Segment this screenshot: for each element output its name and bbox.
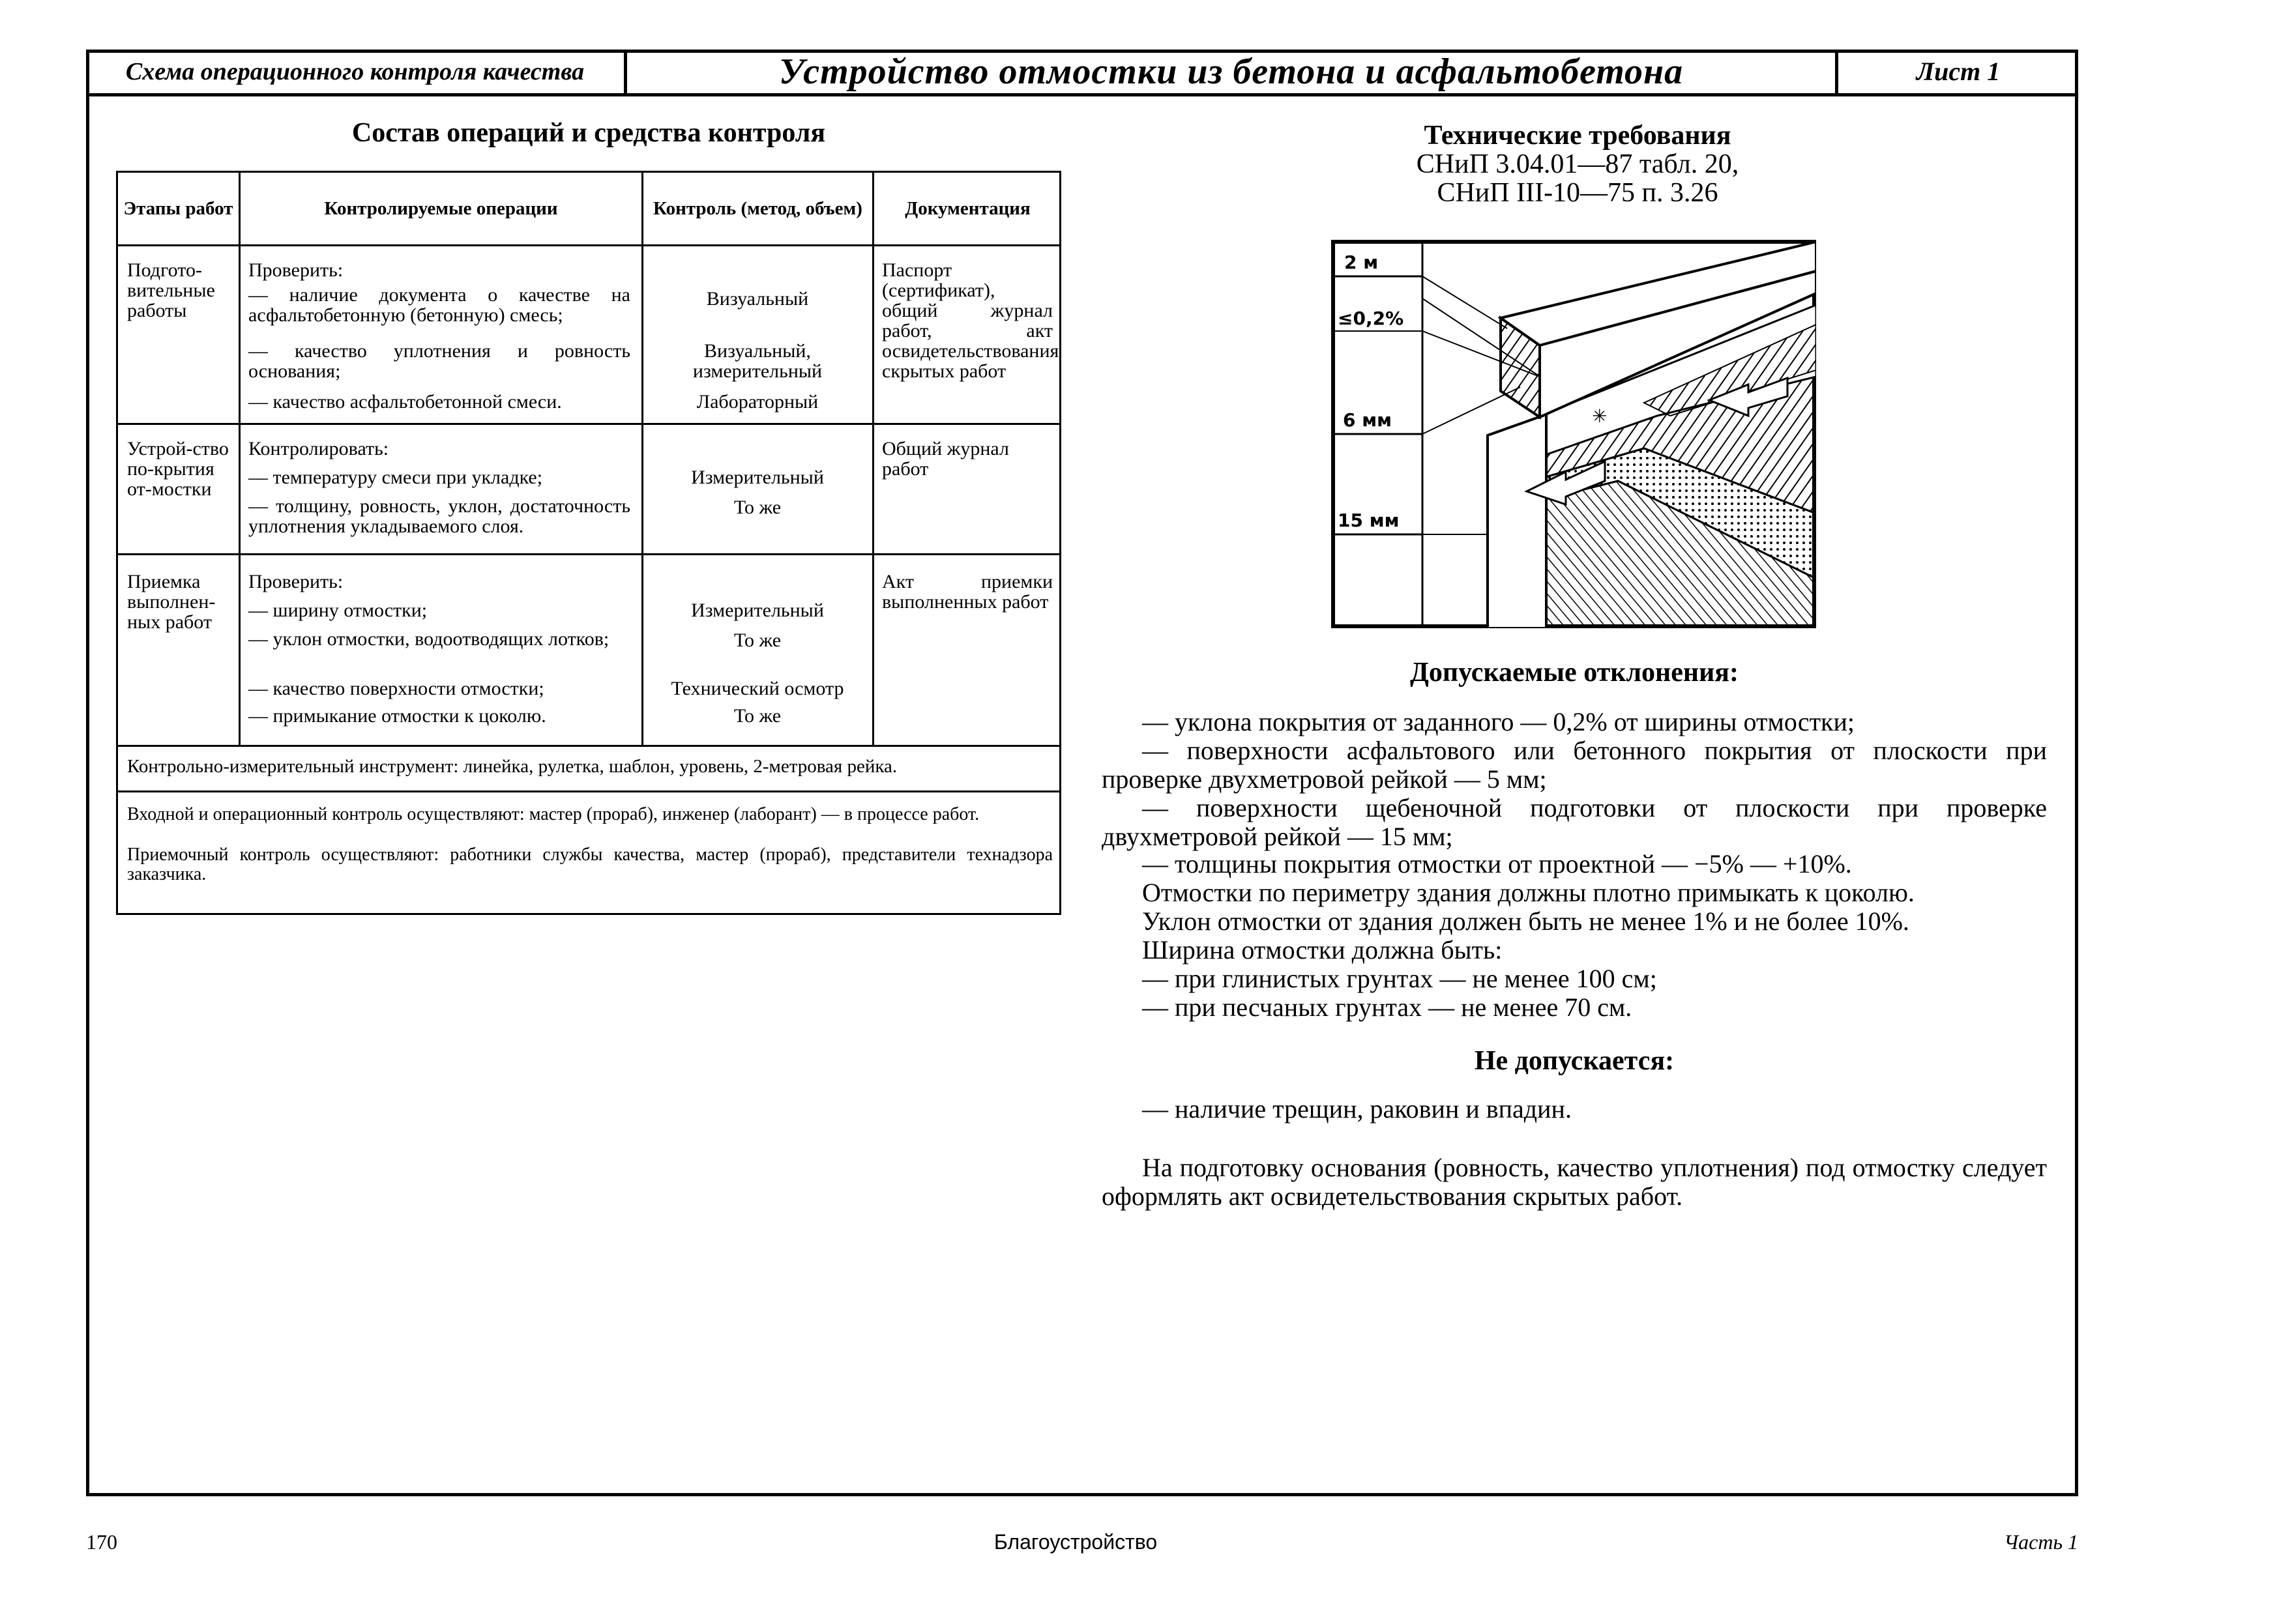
stage-cell: Подгото-вительные работы [127,259,215,321]
stage-cell: Устрой-ство по-крытия от-мостки [127,438,229,500]
sheet-number: Лист 1 [1835,50,2078,93]
deviation-item: — толщины покрытия отмостки от проектной — −5% — +10%. [1142,849,1852,878]
method-cell: Визуальный, измерительный [692,340,823,382]
deviation-item: — поверхности щебеночной подготовки от плоскости при проверке двухметровой рейкой — 15 мм; [1102,793,2047,851]
ops-table-title: Состав операций и средства контроля [351,118,826,148]
op-lead: Контролировать: [248,438,389,459]
method-cell: Лабораторный [696,391,819,413]
closing-note: На подготовку основания (ровность, качество уплотнения) под отмостку следует оформлять акт освидетельствования скрытых работ. [1102,1153,2047,1211]
op-item: — толщину, ровность, уклон, достаточность уплотнения укладываемого слоя. [248,495,630,537]
footer-section: Благоустройство [993,1530,1158,1554]
col-header-operations: Контролируемые операции [324,198,558,219]
footer-part: Часть 1 [2004,1530,2078,1554]
tech-requirements-title: Технические требования [1424,121,1731,151]
diagram-label-rail-length: 2 м [1344,252,1379,273]
table-row-divider [118,745,1059,747]
documentation-cell: Акт приемки выполненных работ [882,571,1053,613]
op-item: — температуру смеси при укладке; [248,467,543,488]
sheet-header [86,50,2078,96]
op-item: — качество поверхности отмостки; [248,678,544,699]
method-cell: Измерительный [691,600,824,621]
header-scheme-label: Схема операционного контроля качества [86,50,627,93]
table-row-divider [118,553,1059,555]
measurement-mark-icon: ✳ [1592,405,1608,427]
method-cell: То же [733,497,782,518]
diagram-label-slope: ≤0,2% [1338,308,1404,329]
op-lead: Проверить: [248,571,344,592]
diagram-label-base-gap: 15 мм [1338,510,1400,531]
page-title: Устройство отмостки из бетона и асфальтобетона [778,51,1684,92]
tech-reference: СНиП 3.04.01—87 табл. 20, [1416,149,1739,179]
requirement-text: — при песчаных грунтах — не менее 70 см. [1142,993,1632,1022]
deviation-item: — уклона покрытия от заданного — 0,2% от ширины отмостки; [1142,707,1855,736]
blind-area-drawing [1331,240,1816,628]
method-cell: То же [733,705,782,727]
page-number: 170 [86,1530,117,1554]
tech-reference: СНиП III-10—75 п. 3.26 [1437,178,1718,208]
not-allowed-item: — наличие трещин, раковин и впадин. [1142,1094,1572,1124]
table-col-divider [641,173,643,745]
requirement-text: Уклон отмостки от здания должен быть не менее 1% и не более 10%. [1142,906,1909,936]
method-cell: То же [733,630,782,651]
requirement-text: — при глинистых грунтах — не менее 100 см; [1142,964,1657,993]
control-note: Приемочный контроль осуществляют: работники службы качества, мастер (прораб), представители технадзора заказчика. [127,845,1053,884]
documentation-cell: Паспорт (сертификат), общий журнал работ, акт освидетельствования скрытых работ [882,259,1059,382]
op-item: — примыкание отмостки к цоколю. [248,705,546,727]
instruments-row: Контрольно-измерительный инструмент: линейка, рулетка, шаблон, уровень, 2-метровая рейка. [127,756,898,777]
op-item: — ширину отмостки; [248,600,428,621]
control-note: Входной и операционный контроль осуществляют: мастер (прораб), инженер (лаборант) — в процессе работ. [127,804,980,824]
diagram-label-surface-gap: 6 мм [1343,409,1392,431]
table-col-divider [872,173,874,745]
op-item: — качество асфальтобетонной смеси. [248,391,562,413]
documentation-cell: Общий журнал работ [882,438,1009,480]
table-col-divider [239,173,241,745]
stage-cell: Приемка выполнен-ных работ [127,571,216,633]
op-item: — наличие документа о качестве на асфальтобетонную (бетонную) смесь; [248,284,630,326]
deviations-title: Допускаемые отклонения: [1410,658,1739,688]
requirement-text: Отмостки по периметру здания должны плотно примыкать к цоколю. [1142,878,1915,907]
table-row-divider [118,423,1059,425]
method-cell: Технический осмотр [671,678,844,699]
method-cell: Визуальный [706,288,809,310]
method-cell: Измерительный [691,467,824,488]
op-lead: Проверить: [248,259,344,281]
col-header-documentation: Документация [905,198,1031,219]
requirement-text: Ширина отмостки должна быть: [1142,935,1503,964]
blind-area-diagram [1331,240,1816,628]
col-header-stage: Этапы работ [123,198,233,219]
col-header-control: Контроль (метод, объем) [653,198,862,219]
deviation-item: — поверхности асфальтового или бетонного покрытия от плоскости при проверке двухметровой рейкой — 5 мм; [1102,736,2047,794]
table-row-divider [118,790,1059,792]
op-item: — уклон отмостки, водоотводящих лотков; [248,628,610,650]
table-row-divider [118,244,1059,246]
not-allowed-title: Не допускается: [1474,1046,1675,1076]
op-item: — качество уплотнения и ровность основания; [248,340,630,382]
ops-table [116,171,1061,915]
